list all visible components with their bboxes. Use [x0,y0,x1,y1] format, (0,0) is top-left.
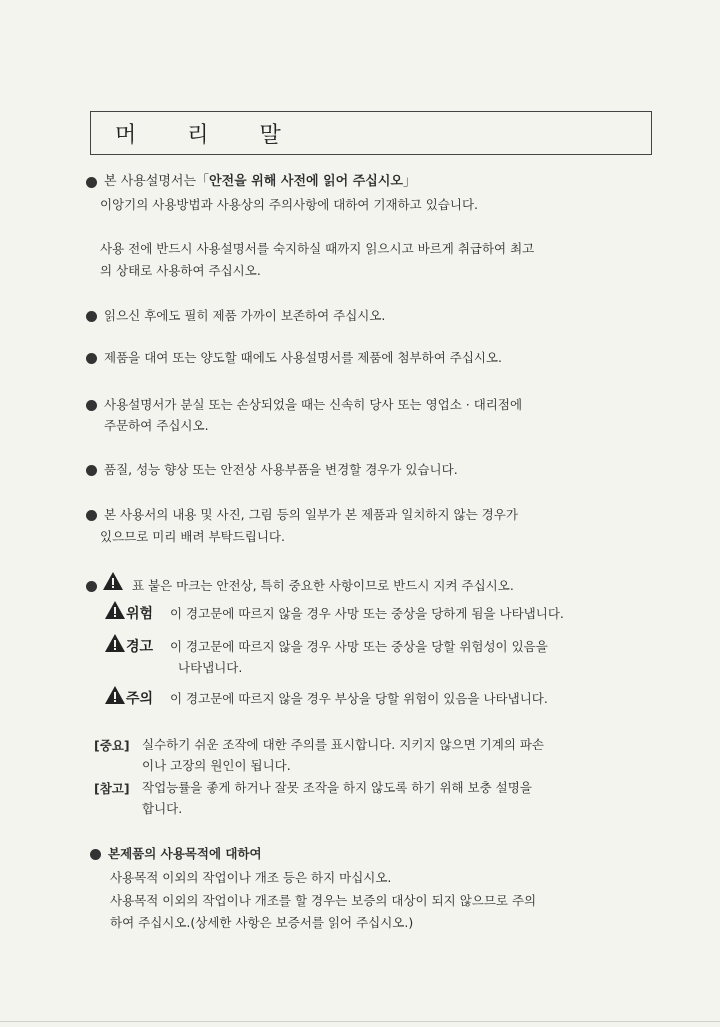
reference-text: 작업능률을 좋게 하거나 잘못 조작을 하지 않도록 하기 위해 보충 설명을 [142,780,532,795]
bullet-item: 품질, 성능 향상 또는 안전상 사용부품을 변경할 경우가 있습니다. [104,462,458,477]
warning-text-continuation: 나타냅니다. [178,660,243,675]
warning-label: 경고 [126,639,154,655]
bullet-icon [86,510,97,521]
intro-line-4: 의 상태로 사용하여 주십시오. [100,263,261,278]
bullet-item: 사용설명서가 분실 또는 손상되었을 때는 신속히 당사 또는 영업소 · 대리점에 [104,397,523,412]
bullet-item-continuation: 주문하여 주십시오. [104,418,209,433]
page-edge [0,1021,720,1022]
bullet-icon [86,581,97,592]
bullet-icon [86,465,97,476]
intro-prefix: 본 사용설명서는「 [104,174,210,189]
purpose-heading: 본제품의 사용목적에 대하여 [108,846,262,861]
important-tag: [중요] [94,738,130,753]
warning-text: 이 경고문에 따르지 않을 경우 사망 또는 중상을 당할 위험성이 있음을 [170,639,548,654]
purpose-line-3: 하여 주십시오.(상세한 사항은 보증서를 읽어 주십시오.) [110,915,414,930]
intro-line-1 [104,173,416,191]
warning-intro: 표 붙은 마크는 안전상, 특히 중요한 사항이므로 반드시 지켜 주십시오. [132,578,514,593]
intro-line-3: 사용 전에 반드시 사용설명서를 숙지하실 때까지 읽으시고 바르게 취급하여 최고 [100,241,535,256]
caution-text: 이 경고문에 따르지 않을 경우 부상을 당할 위험이 있음을 나타냅니다. [170,691,548,706]
reference-text-continuation: 합니다. [142,801,183,816]
purpose-line-1: 사용목적 이외의 작업이나 개조 등은 하지 마십시오. [110,870,392,885]
danger-triangle-icon [104,600,126,620]
important-text: 실수하기 쉬운 조작에 대한 주의를 표시합니다. 지키지 않으면 기계의 파손 [142,737,544,752]
purpose-line-2: 사용목적 이외의 작업이나 개조를 할 경우는 보증의 대상이 되지 않으므로 주의 [110,893,537,908]
intro-line-2: 이앙기의 사용방법과 사용상의 주의사항에 대하여 기재하고 있습니다. [100,197,478,212]
intro-emphasis: 안전을 위해 사전에 읽어 주십시오 [209,174,403,189]
bullet-icon [86,177,97,188]
bullet-icon [86,311,97,322]
warning-triangle-icon [102,571,124,591]
warning-triangle-icon [104,633,126,653]
danger-label: 위험 [126,606,154,622]
bullet-item: 제품을 대여 또는 양도할 때에도 사용설명서를 제품에 첨부하여 주십시오. [104,350,503,365]
intro-suffix: 」 [402,174,416,189]
bullet-icon [86,353,97,364]
page-title: 머 리 말 [115,123,303,148]
bullet-icon [90,849,101,860]
title-box [90,111,652,155]
caution-triangle-icon [104,685,126,705]
reference-tag: [참고] [94,781,130,796]
important-text-continuation: 이나 고장의 원인이 됩니다. [142,758,291,773]
bullet-icon [86,400,97,411]
bullet-item: 읽으신 후에도 필히 제품 가까이 보존하여 주십시오. [104,308,386,323]
danger-text: 이 경고문에 따르지 않을 경우 사망 또는 중상을 당하게 됨을 나타냅니다. [170,606,564,621]
caution-label: 주의 [126,691,154,707]
bullet-item: 본 사용서의 내용 및 사진, 그림 등의 일부가 본 제품과 일치하지 않는 경우가 [104,507,518,522]
bullet-item-continuation: 있으므로 미리 배려 부탁드립니다. [100,529,285,544]
